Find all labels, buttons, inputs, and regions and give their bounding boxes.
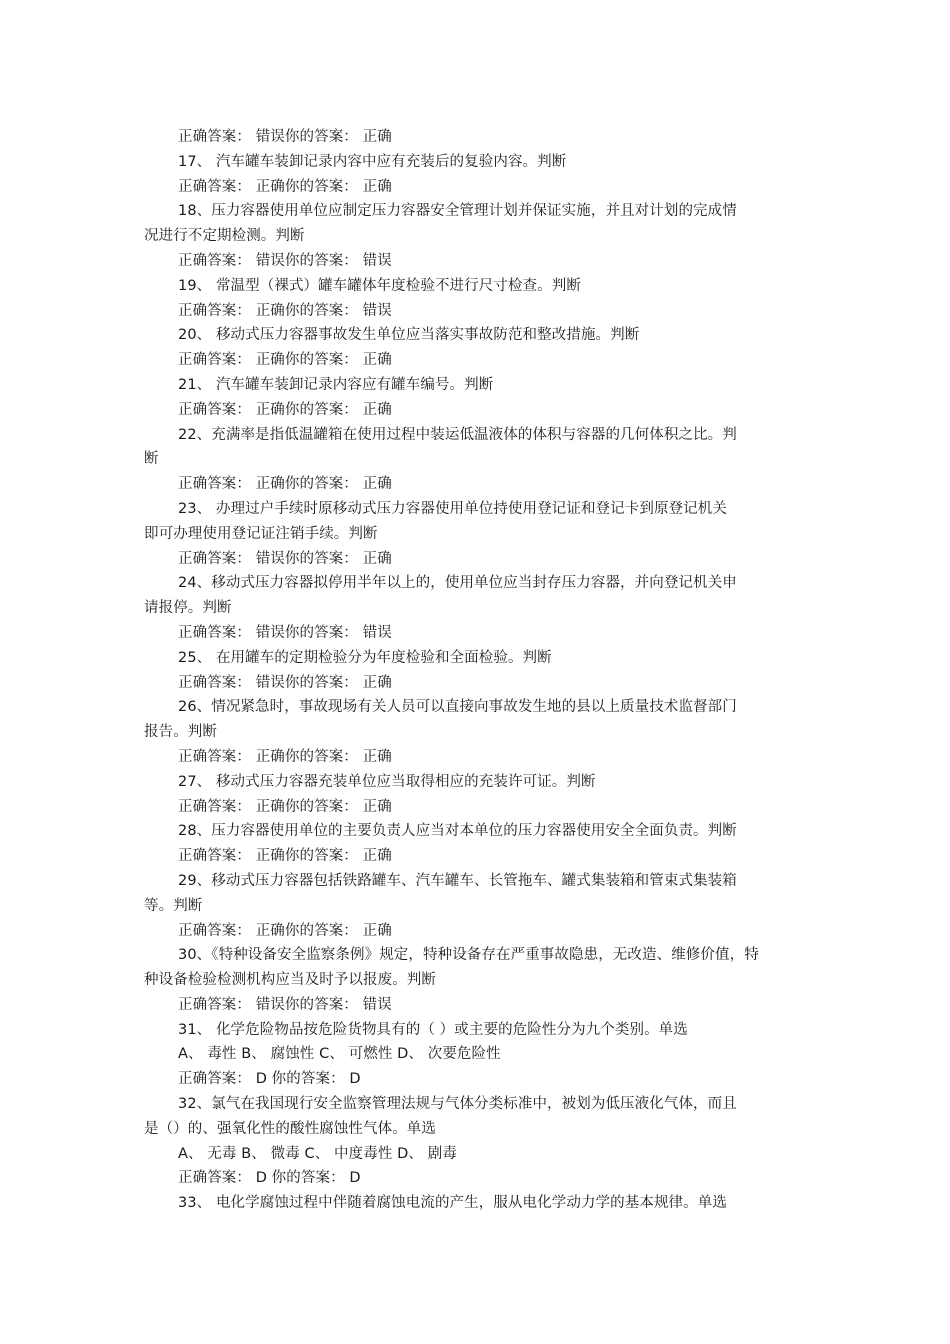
question-line: 况进行不定期检测。判断 — [144, 228, 305, 245]
answer-line: 正确答案： D 你的答案： D — [178, 1170, 361, 1187]
answer-line: 正确答案： 正确你的答案： 正确 — [178, 352, 392, 369]
question-line: 是（）的、强氧化性的酸性腐蚀性气体。单选 — [144, 1120, 436, 1137]
answer-line: 正确答案： 正确你的答案： 正确 — [178, 178, 392, 195]
question-line: 25、 在用罐车的定期检验分为年度检验和全面检验。判断 — [178, 649, 552, 666]
question-line: 种设备检验检测机构应当及时予以报废。判断 — [144, 972, 436, 989]
question-line: 22、充满率是指低温罐箱在使用过程中装运低温液体的体积与容器的几何体积之比。判 — [178, 426, 737, 443]
answer-line: 正确答案： 正确你的答案： 正确 — [178, 401, 392, 418]
document-body — [144, 125, 810, 1216]
question-line: 请报停。判断 — [144, 600, 232, 617]
question-line: 26、情况紧急时，事故现场有关人员可以直接向事故发生地的县以上质量技术监督部门 — [178, 699, 737, 716]
question-line: 24、移动式压力容器拟停用半年以上的，使用单位应当封存压力容器，并向登记机关申 — [178, 575, 737, 592]
question-line: 28、压力容器使用单位的主要负责人应当对本单位的压力容器使用安全全面负责。判断 — [178, 823, 737, 840]
answer-line: 正确答案： 正确你的答案： 正确 — [178, 798, 392, 815]
question-line: 21、 汽车罐车装卸记录内容应有罐车编号。判断 — [178, 376, 494, 393]
answer-line: 正确答案： 正确你的答案： 正确 — [178, 848, 392, 865]
answer-line: 正确答案： D 你的答案： D — [178, 1071, 361, 1088]
question-line: 31、 化学危险物品按危险货物具有的（ ）或主要的危险性分为九个类别。单选 — [178, 1021, 688, 1038]
answer-line: 正确答案： 错误你的答案： 正确 — [178, 550, 392, 567]
answer-line: 正确答案： 错误你的答案： 错误 — [178, 996, 392, 1013]
answer-line: 正确答案： 正确你的答案： 正确 — [178, 476, 392, 493]
answer-line: 正确答案： 正确你的答案： 错误 — [178, 302, 392, 319]
question-line: 30、《特种设备安全监察条例》规定，特种设备存在严重事故隐患，无改造、维修价值，特 — [178, 947, 759, 964]
question-line: 20、 移动式压力容器事故发生单位应当落实事故防范和整改措施。判断 — [178, 327, 640, 344]
question-line: 29、移动式压力容器包括铁路罐车、汽车罐车、长管拖车、罐式集装箱和管束式集装箱 — [178, 872, 737, 889]
question-line: 32、氯气在我国现行安全监察管理法规与气体分类标准中，被划为低压液化气体，而且 — [178, 1096, 737, 1113]
answer-line: 正确答案： 正确你的答案： 正确 — [178, 922, 392, 939]
question-line: 23、 办理过户手续时原移动式压力容器使用单位持使用登记证和登记卡到原登记机关 — [178, 500, 727, 517]
question-line: 报告。判断 — [144, 724, 217, 741]
question-line: 17、 汽车罐车装卸记录内容中应有充装后的复验内容。判断 — [178, 153, 567, 170]
question-line: A、 无毒 B、 微毒 C、 中度毒性 D、 剧毒 — [178, 1145, 457, 1162]
question-line: 27、 移动式压力容器充装单位应当取得相应的充装许可证。判断 — [178, 773, 596, 790]
answer-line: 正确答案： 错误你的答案： 正确 — [178, 674, 392, 691]
question-line: 33、 电化学腐蚀过程中伴随着腐蚀电流的产生，服从电化学动力学的基本规律。单选 — [178, 1195, 727, 1212]
answer-line: 正确答案： 错误你的答案： 错误 — [178, 624, 392, 641]
answer-line: 正确答案： 错误你的答案： 正确 — [178, 129, 392, 145]
question-line: A、 毒性 B、 腐蚀性 C、 可燃性 D、 次要危险性 — [178, 1046, 501, 1063]
question-line: 18、压力容器使用单位应制定压力容器安全管理计划并保证实施，并且对计划的完成情 — [178, 203, 737, 220]
question-line: 19、 常温型（裸式）罐车罐体年度检验不进行尺寸检查。判断 — [178, 277, 581, 294]
answer-line: 正确答案： 错误你的答案： 错误 — [178, 252, 392, 269]
question-line: 即可办理使用登记证注销手续。判断 — [144, 525, 378, 542]
answer-line: 正确答案： 正确你的答案： 正确 — [178, 748, 392, 765]
question-line: 断 — [144, 451, 159, 468]
question-line: 等。判断 — [144, 897, 203, 914]
